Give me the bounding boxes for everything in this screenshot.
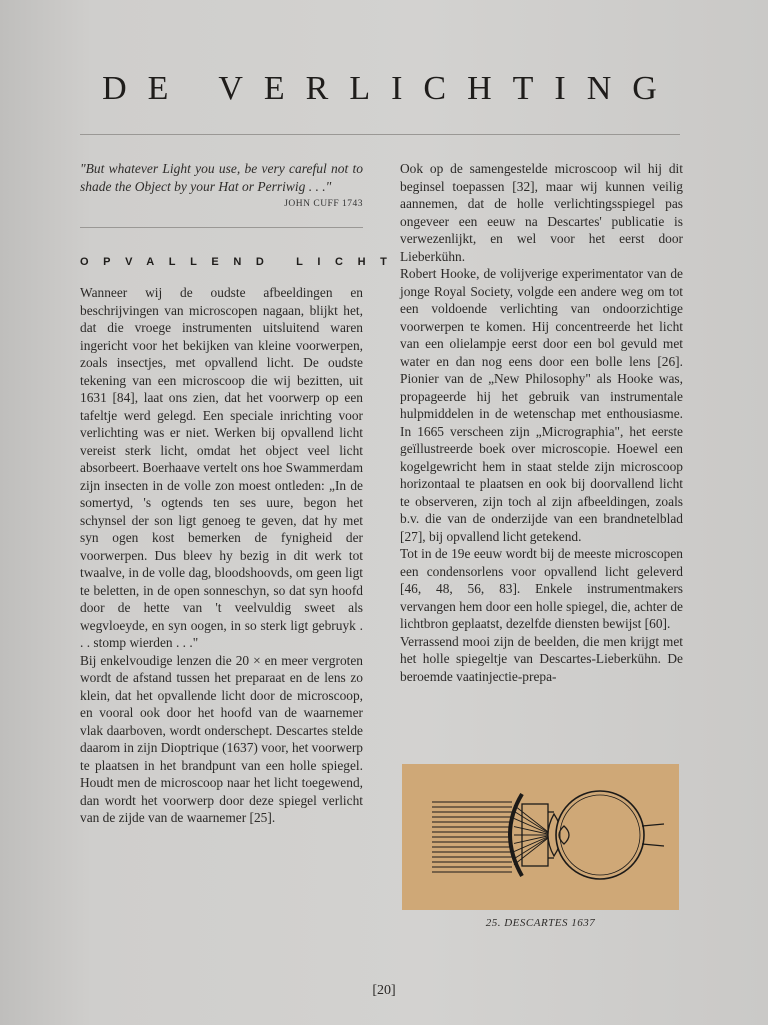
section-heading: OPVALLEND LICHT <box>80 256 402 268</box>
right-body-text <box>400 160 683 685</box>
descartes-mirror-illustration <box>402 764 679 910</box>
paragraph: Bij enkelvoudige lenzen die 20 × en meer vergroten wordt de afstand tussen het preparaat en de lens zo klein, dat het opvallende licht door de microscoop, en vooral ook door het hoofd van de waarnemer vlak daarboven, wordt onderschept. Descartes stelde daarom in zijn Dioptrique (1637) voor, het voorwerp te plaatsen in het brandpunt van een holle spiegel. Houdt men de microscoop naar het licht toegewend, dan wordt het voorwerp door deze spiegel verlicht van de zijde van de waarnemer [25]. <box>80 652 363 825</box>
page-number: [20] <box>372 983 396 998</box>
eye-mirror-diagram <box>402 764 679 910</box>
right-column <box>400 160 683 685</box>
light-rays <box>432 802 552 872</box>
epigraph-source: JOHN CUFF 1743 <box>284 199 363 209</box>
paragraph: Wanneer wij de oudste afbeeldingen en beschrijvingen van microscopen nagaan, blijkt het, dat die vroege instrumenten uitsluitend waren ingericht voor het bekijken van kleine voorwerpen, zoals insectjes, met opvallend licht. De oudste tekening van een microscoop die wij bezitten, uit 1631 [84], laat ons zien, dat het voorwerp op een tafeltje werd gelegd. Een speciale inrichting voor verlichting was er niet. Werken bij opvallend licht vereist sterk licht, omdat het object veel licht absorbeert. Boerhaave vertelt ons hoe Swammerdam zijn insecten in de volle zon moest ontleden: „In de somertyd, 's ogtends ten ses uure, begon het schynsel der son ligt genoeg te geven, dat hy met syn ogen kost bemerken de fynigheid der voorwerpen. Dus bleev hy bezig in dit werk tot twaalve, in de volle dag, bloodshoovds, om geen ligt te beletten, in de open sonneschyn, so dat syn hoofd door de hette van 't veelvuldig sweet als wegvloeyde, en syn oogen, in so sterk ligt gebruyk . . . stomp wierden . . ." <box>80 285 363 650</box>
left-column <box>80 160 402 827</box>
paragraph: Verrassend mooi zijn de beelden, die men krijgt met het holle spiegeltje van Descartes-Lieberkühn. De beroemde vaatinjectie-prepa- <box>400 633 683 684</box>
reflected-ray <box>514 835 552 859</box>
reflected-ray <box>514 811 552 835</box>
paragraph: Ook op de samengestelde microscoop wil hij dit beginsel toepassen [32], maar wij kunnen veilig aannemen, dat de holle verlichtingsspiegel pas ongeveer een eeuw na Descartes' publicatie is verwezenlijkt, en wel voor het eerst door Lieberkühn. <box>400 161 683 264</box>
reflected-ray <box>514 835 552 852</box>
title-divider <box>80 134 680 135</box>
paragraph: Robert Hooke, de volijverige experimentator van de jonge Royal Society, volgde een andere weg om tot een voldoende verlichting van ondoorzichtige voorwerpen te komen. Hij concentreerde het licht van een olielampje eerst door een bol gevuld met water en dan nog eens door een bolle lens [26]. Pionier van de „New Philosophy" als Hooke was, propageerde hij het gebruik van instrumentale hulpmiddelen in de wetenschap met enthousiasme. In 1665 verscheen zijn „Micrographia", het eerste geïllustreerde boek over microscopie. Hoewel een kogelgewricht hem in staat stelde zijn microscoop horizontaal te plaatsen en ook bij doorvallend licht te observeren, zijn toch al zijn afbeeldingen, zoals b.v. die van de onderzijde van een brandnetelblad [27], bij opvallend licht getekend. <box>400 266 683 544</box>
left-body-text <box>80 284 363 827</box>
figure-caption: 25. DESCARTES 1637 <box>485 917 596 929</box>
reflected-ray <box>514 818 552 835</box>
optic-nerve <box>642 824 664 846</box>
epigraph-quote: "But whatever Light you use, be very careful not to shade the Object by your Hat or Perriwig . . ." <box>80 161 363 194</box>
paragraph: Tot in de 19e eeuw wordt bij de meeste microscopen een condensorlens voor opvallend licht geleverd [46, 48, 56, 83]. Enkele instrumentmakers vervangen hem door een holle spiegel, die, achter de lichtbron geplaatst, dezelfde diensten bewijst [60]. <box>400 546 683 631</box>
quote-divider <box>80 227 363 228</box>
page-title: DE VERLICHTING <box>102 70 678 107</box>
